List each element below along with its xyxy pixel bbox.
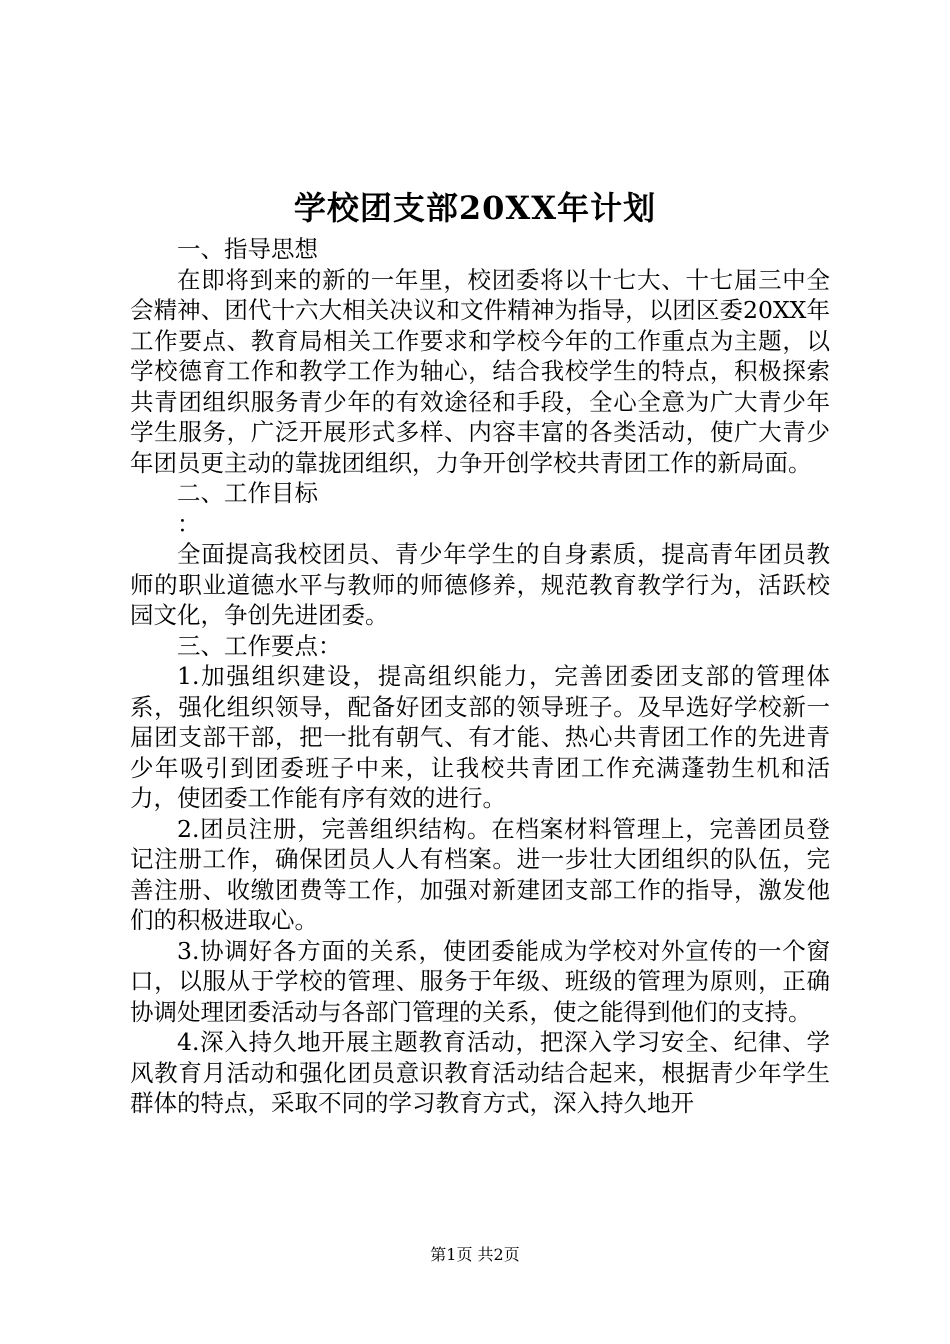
- document-title: 学校团支部20XX年计划: [293, 189, 657, 227]
- list-item-3: 3.协调好各方面的关系，使团委能成为学校对外宣传的一个窗口，以服从于学校的管理、服务于年级、班级的管理为原则，正确协调处理团委活动与各部门管理的关系，使之能得到他们的支持。: [130, 936, 830, 1026]
- paragraph-guiding-thought: 在即将到来的新的一年里，校团委将以十七大、十七届三中全会精神、团代十六大相关决议和文件精神为指导，以团区委20XX年工作要点、教育局相关工作要求和学校今年的工作重点为主题，以学校德育工作和教学工作为轴心，结合我校学生的特点，积极探索共青团组织服务青少年的有效途径和手段，全心全意为广大青少年学生服务，广泛开展形式多样、内容丰富的各类活动，使广大青少年团员更主动的靠拢团组织，力争开创学校共青团工作的新局面。: [130, 265, 830, 477]
- list-item-2: 2.团员注册，完善组织结构。在档案材料管理上，完善团员登记注册工作，确保团员人人有档案。进一步壮大团组织的队伍，完善注册、收缴团费等工作，加强对新建团支部工作的指导，激发他们的积极进取心。: [130, 814, 830, 934]
- section-heading-work-points: 三、工作要点：: [177, 631, 342, 660]
- section-heading-guiding-thought: 一、指导思想: [177, 235, 318, 263]
- list-item-4: 4.深入持久地开展主题教育活动，把深入学习安全、纪律、学风教育月活动和强化团员意识教育活动结合起来，根据青少年学生群体的特点，采取不同的学习教育方式，深入持久地开: [130, 1028, 830, 1117]
- list-item-1: 1.加强组织建设，提高组织能力，完善团委团支部的管理体系，强化组织领导，配备好团支部的领导班子。及早选好学校新一届团支部干部，把一批有朝气、有才能、热心共青团工作的先进青少年吸引到团委班子中来，让我校共青团工作充满蓬勃生机和活力，使团委工作能有序有效的进行。: [130, 662, 830, 812]
- colon-line: ：: [177, 509, 201, 538]
- document-body: [130, 234, 830, 1119]
- section-heading-work-goals: 二、工作目标: [177, 479, 318, 507]
- paragraph-work-goals: 全面提高我校团员、青少年学生的自身素质，提高青年团员教师的职业道德水平与教师的师德修养，规范教育教学行为，活跃校园文化，争创先进团委。: [130, 540, 830, 629]
- page-footer: 第1页 共2页: [430, 1245, 520, 1264]
